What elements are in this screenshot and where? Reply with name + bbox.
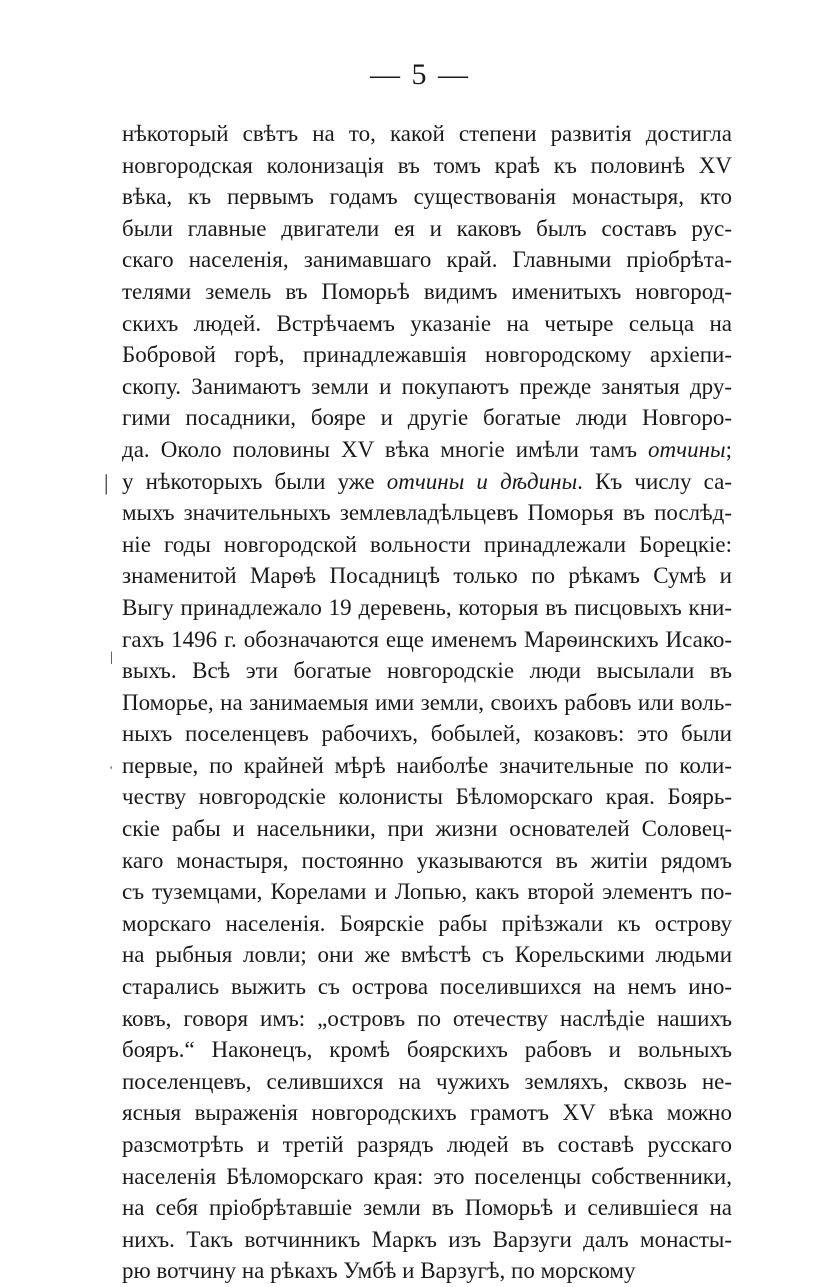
text-segment: новгородская колонизація въ томъ краѣ къ половинѣ XV bbox=[122, 152, 732, 178]
text-segment: ковъ, говоря имъ: „островъ по отечеству наслѣдіе нашихъ bbox=[122, 1005, 732, 1031]
text-segment: морскаго населенія. Боярскіе рабы пріѣзжали къ острову bbox=[122, 910, 732, 936]
text-line bbox=[122, 1224, 732, 1256]
text-segment: . Къ числу са- bbox=[577, 468, 732, 494]
text-line bbox=[122, 939, 732, 971]
text-line bbox=[122, 466, 732, 498]
text-segment: мыхъ значительныхъ землевладѣльцевъ Поморья въ послѣд- bbox=[122, 500, 732, 526]
margin-mark-left-3: ' bbox=[110, 763, 113, 777]
text-line bbox=[122, 529, 732, 561]
text-line bbox=[122, 718, 732, 750]
text-line bbox=[122, 434, 732, 466]
text-segment: разсмотрѣть и третій разрядъ людей въ составѣ русскаго bbox=[122, 1132, 732, 1157]
text-line bbox=[122, 781, 732, 813]
page-number: — 5 — bbox=[370, 58, 470, 91]
text-segment: рю вотчину на рѣкахъ Умбѣ и Варзугѣ, по морскому bbox=[122, 1258, 636, 1284]
text-line bbox=[122, 244, 732, 276]
text-segment: у нѣкоторыхъ были уже bbox=[122, 468, 387, 494]
text-line bbox=[122, 750, 732, 782]
text-line bbox=[122, 655, 732, 687]
text-line bbox=[122, 876, 732, 908]
text-segment: вѣка, къ первымъ годамъ существованія монастыря, кто bbox=[122, 184, 732, 210]
text-segment: скопу. Занимаютъ земли и покупаютъ прежде занятыя дру- bbox=[122, 373, 732, 399]
text-segment: на рыбныя ловли; они же вмѣстѣ съ Корельскими людьми bbox=[122, 942, 732, 968]
text-segment: на себя пріобрѣтавшіе земли въ Поморьѣ и селившіеся на bbox=[122, 1195, 732, 1221]
text-segment: Поморье, на занимаемыя ими земли, своихъ рабовъ или воль- bbox=[122, 689, 732, 715]
text-segment: Бобровой горѣ, принадлежавшія новгородскому архіепи- bbox=[122, 342, 732, 368]
text-line bbox=[122, 308, 732, 340]
text-segment: ныхъ поселенцевъ рабочихъ, бобылей, козаковъ: это были bbox=[122, 721, 732, 747]
text-line bbox=[122, 1129, 732, 1161]
text-segment: ніе годы новгородской вольности принадлежали Борецкіе: bbox=[122, 531, 732, 557]
text-line bbox=[122, 560, 732, 592]
margin-mark-left-2: | bbox=[110, 650, 113, 665]
text-line bbox=[122, 213, 732, 245]
text-segment: съ туземцами, Корелами и Лопью, какъ второй элементъ по- bbox=[122, 879, 732, 905]
text-segment: ясныя выраженія новгородскихъ грамотъ XV вѣка можно bbox=[122, 1100, 732, 1126]
text-segment: старались выжить съ острова поселившихся на немъ ино- bbox=[122, 974, 732, 1000]
text-segment: скаго населенія, занимавшаго край. Главными пріобрѣта- bbox=[122, 247, 732, 273]
text-segment: Выгу принадлежало 19 деревень, которыя въ писцовыхъ кни- bbox=[122, 594, 732, 620]
text-segment: каго монастыря, постоянно указываются въ житіи рядомъ bbox=[122, 847, 732, 873]
text-line bbox=[122, 592, 732, 624]
margin-mark-left-1: | bbox=[104, 470, 109, 495]
text-line bbox=[122, 118, 732, 150]
text-segment: скіе рабы и насельники, при жизни основателей Соловец- bbox=[122, 816, 732, 842]
text-line bbox=[122, 624, 732, 656]
text-line bbox=[122, 908, 732, 940]
text-line bbox=[122, 150, 732, 182]
text-line bbox=[122, 1255, 732, 1287]
italic-phrase: отчины bbox=[648, 436, 726, 462]
text-segment: ; bbox=[725, 436, 732, 462]
text-segment: гими посадники, бояре и другіе богатые люди Новгоро- bbox=[122, 405, 732, 431]
text-segment: нихъ. Такъ вотчинникъ Маркъ изъ Варзуги далъ монасты- bbox=[122, 1226, 732, 1252]
text-segment: бояръ.“ Наконецъ, кромѣ боярскихъ рабовъ и вольныхъ bbox=[122, 1037, 732, 1063]
text-line bbox=[122, 813, 732, 845]
body-text bbox=[122, 118, 732, 1287]
text-segment: нѣкоторый свѣтъ на то, какой степени развитія достигла bbox=[122, 121, 732, 146]
text-segment: да. Около половины XV вѣка многіе имѣли тамъ bbox=[122, 436, 649, 462]
text-line bbox=[122, 687, 732, 719]
text-segment: выхъ. Всѣ эти богатые новгородскіе люди высылали въ bbox=[122, 658, 732, 684]
text-segment: знаменитой Марѳѣ Посадницѣ только по рѣкамъ Сумѣ и bbox=[122, 563, 732, 589]
text-line bbox=[122, 497, 732, 529]
text-line bbox=[122, 971, 732, 1003]
text-line bbox=[122, 1003, 732, 1035]
text-segment: были главные двигатели ея и каковъ былъ составъ рус- bbox=[122, 215, 732, 241]
text-line bbox=[122, 1161, 732, 1193]
text-segment: гахъ 1496 г. обозначаются еще именемъ Марѳинскихъ Исако- bbox=[122, 626, 732, 652]
text-line bbox=[122, 276, 732, 308]
text-segment: первые, по крайней мѣрѣ наиболѣе значительные по коли- bbox=[122, 752, 732, 778]
text-segment: населенія Бѣломорскаго края: это поселенцы собственники, bbox=[122, 1163, 732, 1189]
text-line bbox=[122, 371, 732, 403]
text-segment: поселенцевъ, селившихся на чужихъ земляхъ, сквозь не- bbox=[122, 1068, 732, 1094]
text-line bbox=[122, 402, 732, 434]
text-segment: скихъ людей. Встрѣчаемъ указаніе на четыре сельца на bbox=[122, 310, 732, 336]
text-line bbox=[122, 181, 732, 213]
text-line bbox=[122, 1192, 732, 1224]
italic-phrase: отчины и дѣдины bbox=[386, 468, 578, 494]
text-segment: честву новгородскіе колонисты Бѣломорскаго края. Боярь- bbox=[122, 784, 732, 810]
text-line bbox=[122, 1097, 732, 1129]
text-line bbox=[122, 339, 732, 371]
text-segment: телями земель въ Поморьѣ видимъ именитыхъ новгород- bbox=[122, 278, 732, 304]
text-line bbox=[122, 1034, 732, 1066]
text-line bbox=[122, 845, 732, 877]
text-line bbox=[122, 1066, 732, 1098]
